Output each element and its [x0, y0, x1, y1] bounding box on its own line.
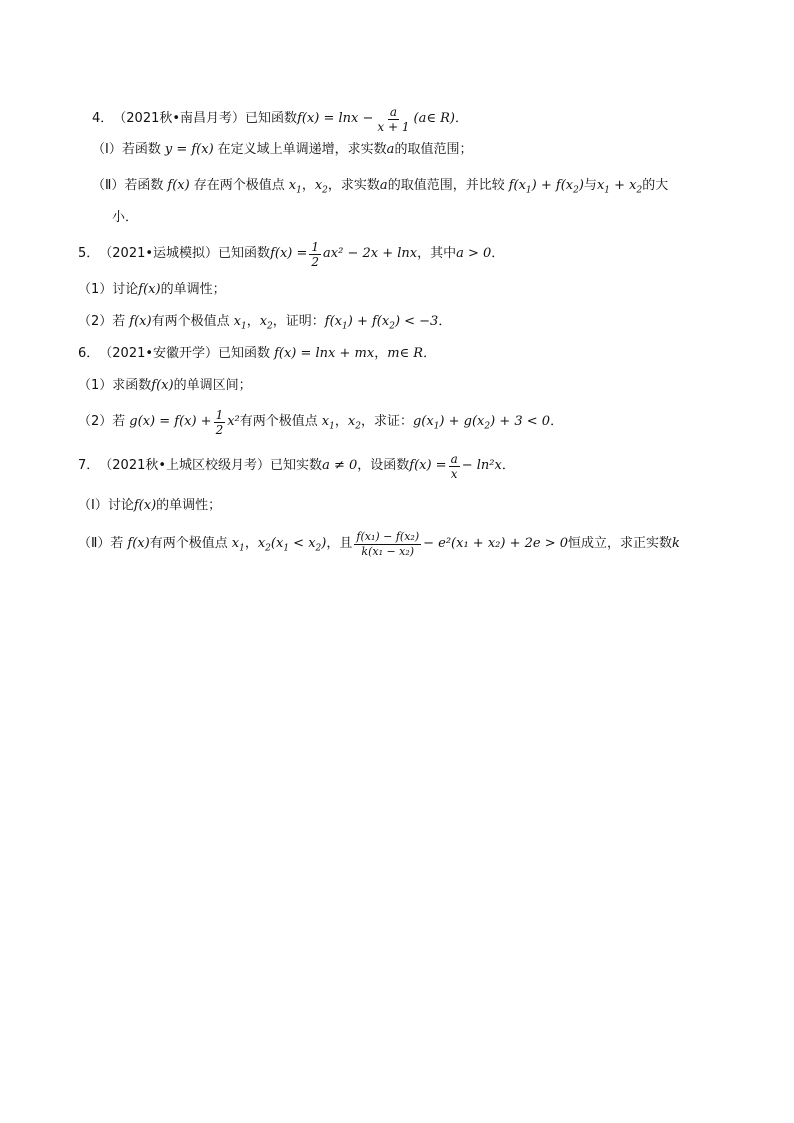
problem-4-statement: 4． （2021秋•南昌月考） 已知函数 f(x) = lnx − $\frac{a}{x + 1}$ (a∈ R) ．: [92, 104, 468, 134]
problem-7-statement: 7． （2021秋•上城区校级月考） 已知实数 a ≠ 0 ，设函数 f(x) = $\frac{a}{x}$ − ln²x ．: [78, 451, 515, 481]
fraction: $\frac{1}{2}$: [311, 239, 320, 269]
part-label: （2）: [78, 314, 113, 329]
problem-4-part-1: （Ⅰ） 若函数 y = f(x) 在定义域上单调递增，求实数 a 的取值范围；: [92, 140, 472, 160]
part-label: （2）: [78, 414, 113, 429]
problem-source: （2021秋•南昌月考）: [113, 111, 246, 126]
problem-5-statement: 5． （2021•运城模拟） 已知函数 f(x) = $\frac{1}{2}$ ax² − 2x + lnx ，其中 a > 0 ．: [78, 239, 505, 269]
problem-source: （2021秋•上城区校级月考）: [99, 458, 271, 473]
fraction: $\frac{a}{x + 1}$: [377, 104, 410, 134]
problem-5-part-1: （1） 讨论 f(x) 的单调性；: [78, 280, 226, 300]
problem-source: （2021•安徽开学）: [99, 346, 219, 361]
fraction: $\frac{a}{x}$: [450, 451, 458, 481]
problem-number: 6．: [78, 346, 100, 361]
problem-6-part-2: （2） 若 g(x) = f(x) + $\frac{1}{2}$ x² 有两个极值点 $x_1$ ， $x_2$ ，求证： $g(x_1) + g(x_2) + 3 < 0$ ．: [78, 407, 564, 437]
problem-5-part-2: （2） 若 f(x) 有两个极值点 $x_1$ ， $x_2$ ，证明： $f(x_1) + f(x_2) < -3$ ．: [78, 314, 452, 332]
problem-7-part-1: （Ⅰ） 讨论 f(x) 的单调性；: [78, 496, 221, 516]
problem-number: 7．: [78, 458, 100, 473]
problem-7-part-2: （Ⅱ） 若 f(x) 有两个极值点 $x_1$ ， $x_2(x_1 < x_2)$ ，且 $\frac{\text{f(x₁) − f(x₂)}}{\text{k(x₁ − x₂)}}$ − e²(x₁ + x₂) + 2e > 0 恒成立，求正实数 k: [78, 529, 680, 558]
problem-6-statement: 6． （2021•安徽开学） 已知函数 f(x) = lnx + mx ， m∈ R ．: [78, 344, 436, 364]
problem-source: （2021•运城模拟）: [99, 246, 219, 261]
part-label: （1）: [78, 282, 113, 297]
problem-4-part-2: （Ⅱ） 若函数 f(x) 存在两个极值点 $x_1$ ， $x_2$ ，求实数 a 的取值范围，并比较 $f(x_1) + f(x_2)$ 与 $x_1 + x_2$ 的大: [92, 178, 669, 196]
math-expression: f(x) = lnx −: [297, 111, 374, 126]
part-label: （Ⅱ）: [78, 536, 111, 551]
part-label: （1）: [78, 378, 113, 393]
part-label: （Ⅰ）: [92, 142, 122, 157]
fraction: $\frac{\text{f(x₁) − f(x₂)}}{\text{k(x₁ − x₂)}}$: [356, 529, 420, 558]
part-label: （Ⅰ）: [78, 498, 108, 513]
part-label: （Ⅱ）: [92, 178, 125, 193]
problem-6-part-1: （1） 求函数 f(x) 的单调区间；: [78, 376, 252, 396]
problem-number: 4．: [92, 111, 114, 126]
problem-number: 5．: [78, 246, 100, 261]
fraction: $\frac{1}{2}$: [215, 407, 224, 437]
problem-4-part-2-continued: 小．: [112, 210, 139, 225]
